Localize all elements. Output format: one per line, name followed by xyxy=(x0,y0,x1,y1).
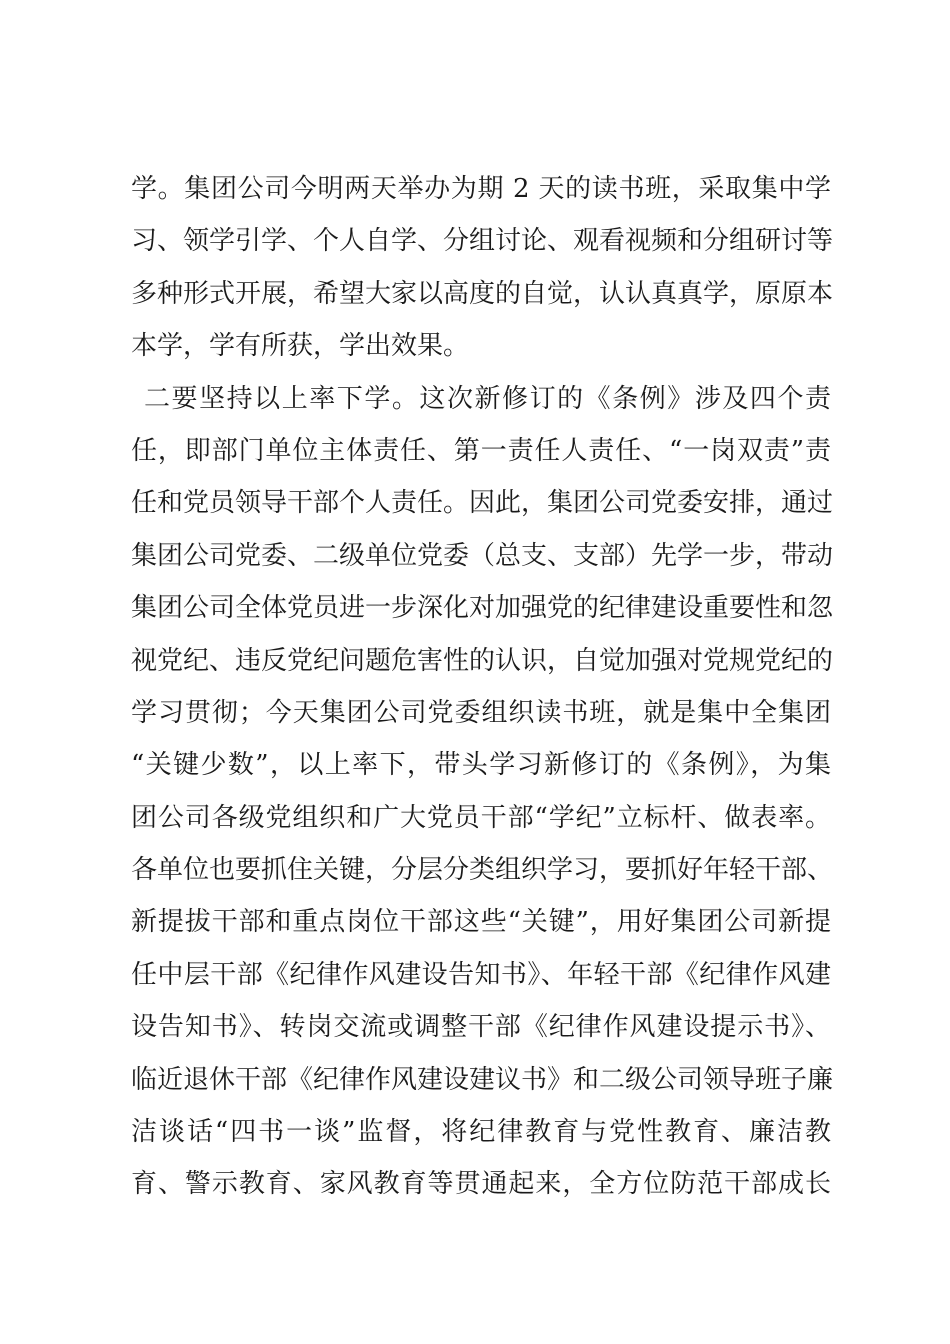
paragraph-1 xyxy=(131,163,834,373)
text-line: 二要坚持以上率下学。这次新修订的《条例》涉及四个责 xyxy=(144,383,831,414)
text-line: “关键少数”，以上率下，带头学习新修订的《条例》，为集 xyxy=(131,750,831,781)
paragraph-2 xyxy=(131,373,834,1211)
text-line: 学。集团公司今明两天举办为期 2 天的读书班，采取集中学 xyxy=(131,174,831,204)
text-line: 任和党员领导干部个人责任。因此，集团公司党委安排，通过 xyxy=(131,488,834,519)
text-line: 团公司各级党组织和广大党员干部“学纪”立标杆、做表率。 xyxy=(131,802,831,833)
text-line: 任中层干部《纪律作风建设告知书》、年轻干部《纪律作风建 xyxy=(131,959,831,990)
text-line: 集团公司党委、二级单位党委（总支、支部）先学一步，带动 xyxy=(131,540,834,571)
text-line: 多种形式开展，希望大家以高度的自觉，认认真真学，原原本 xyxy=(131,278,834,309)
text-line: 集团公司全体党员进一步深化对加强党的纪律建设重要性和忽 xyxy=(131,593,834,624)
text-line: 任，即部门单位主体责任、第一责任人责任、“一岗双责”责 xyxy=(131,435,831,466)
text-line: 本学，学有所获，学出效果。 xyxy=(131,331,470,362)
text-line: 视党纪、违反党纪问题危害性的认识，自觉加强对党规党纪的 xyxy=(131,645,834,676)
text-line: 新提拔干部和重点岗位干部这些“关键”，用好集团公司新提 xyxy=(131,907,831,938)
text-line: 习、领学引学、个人自学、分组讨论、观看视频和分组研讨等 xyxy=(131,226,834,257)
text-line: 育、警示教育、家风教育等贯通起来，全方位防范干部成长 xyxy=(131,1169,831,1200)
text-line: 临近退休干部《纪律作风建设建议书》和二级公司领导班子廉 xyxy=(131,1064,834,1095)
text-line: 设告知书》、转岗交流或调整干部《纪律作风建设提示书》、 xyxy=(131,1012,831,1043)
text-line: 各单位也要抓住关键，分层分类组织学习，要抓好年轻干部、 xyxy=(131,855,834,886)
text-line: 学习贯彻；今天集团公司党委组织读书班，就是集中全集团 xyxy=(131,697,831,728)
document-body xyxy=(131,163,834,1211)
text-line: 洁谈话“四书一谈”监督，将纪律教育与党性教育、廉洁教 xyxy=(131,1117,831,1148)
